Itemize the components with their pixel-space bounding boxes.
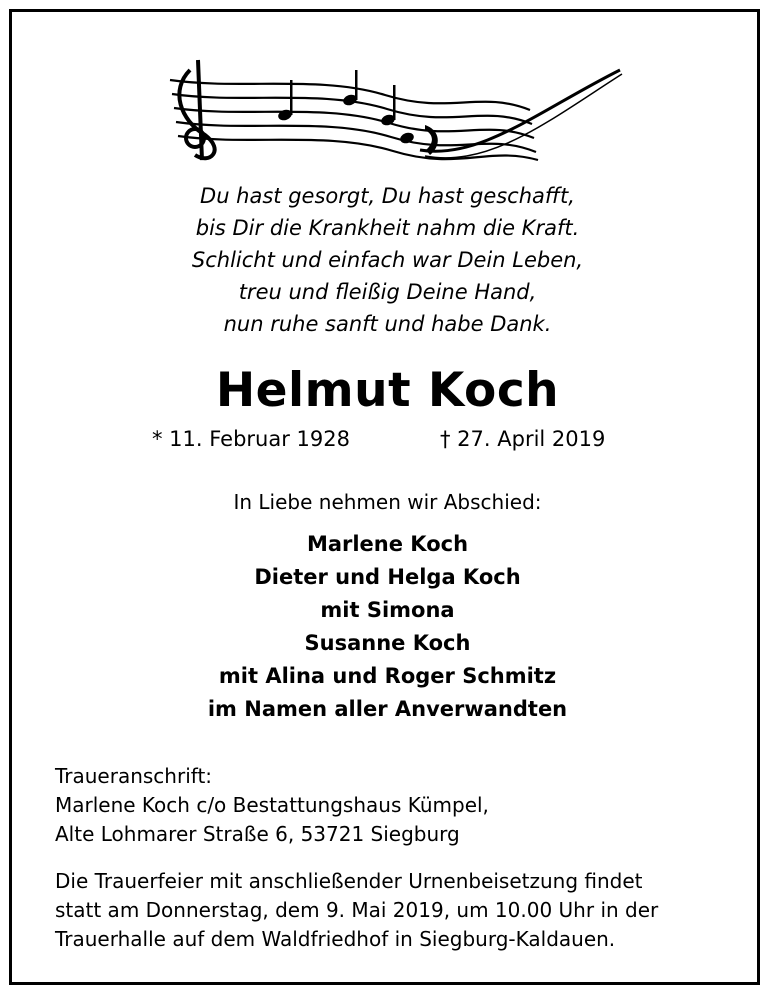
poem-line: Schlicht und einfach war Dein Leben, — [191, 248, 584, 272]
mourner-line: mit Simona — [320, 598, 455, 622]
poem — [0, 180, 775, 340]
funeral-line: statt am Donnerstag, dem 9. Mai 2019, um 10.00 Uhr in der — [55, 898, 659, 922]
address-line: Alte Lohmarer Straße 6, 53721 Siegburg — [55, 822, 460, 846]
funeral-line: Die Trauerfeier mit anschließender Urnenbeisetzung findet — [55, 869, 643, 893]
mourner-line: Marlene Koch — [306, 532, 469, 556]
poem-line: bis Dir die Krankheit nahm die Kraft. — [195, 216, 580, 240]
poem-line: treu und fleißig Deine Hand, — [238, 280, 537, 304]
funeral-line: Trauerhalle auf dem Waldfriedhof in Siegburg-Kaldauen. — [55, 927, 616, 951]
address-line: Marlene Koch c/o Bestattungshaus Kümpel, — [55, 793, 489, 817]
mourners-list — [0, 528, 775, 726]
farewell-intro: In Liebe nehmen wir Abschied: — [233, 490, 542, 514]
mourning-address — [55, 762, 489, 849]
death-date: † 27. April 2019 — [440, 427, 606, 451]
poem-line: nun ruhe sanft und habe Dank. — [223, 312, 552, 336]
mourner-line: im Namen aller Anverwandten — [207, 697, 568, 721]
mourner-line: Susanne Koch — [304, 631, 471, 655]
funeral-notice — [55, 867, 658, 954]
mourner-line: mit Alina und Roger Schmitz — [218, 664, 557, 688]
music-staff-icon — [150, 50, 630, 170]
deceased-name: Helmut Koch — [215, 363, 560, 418]
mourner-line: Dieter und Helga Koch — [254, 565, 521, 589]
address-line: Traueranschrift: — [55, 764, 213, 788]
birth-date: * 11. Februar 1928 — [152, 427, 350, 451]
poem-line: Du hast gesorgt, Du hast geschafft, — [200, 184, 575, 208]
